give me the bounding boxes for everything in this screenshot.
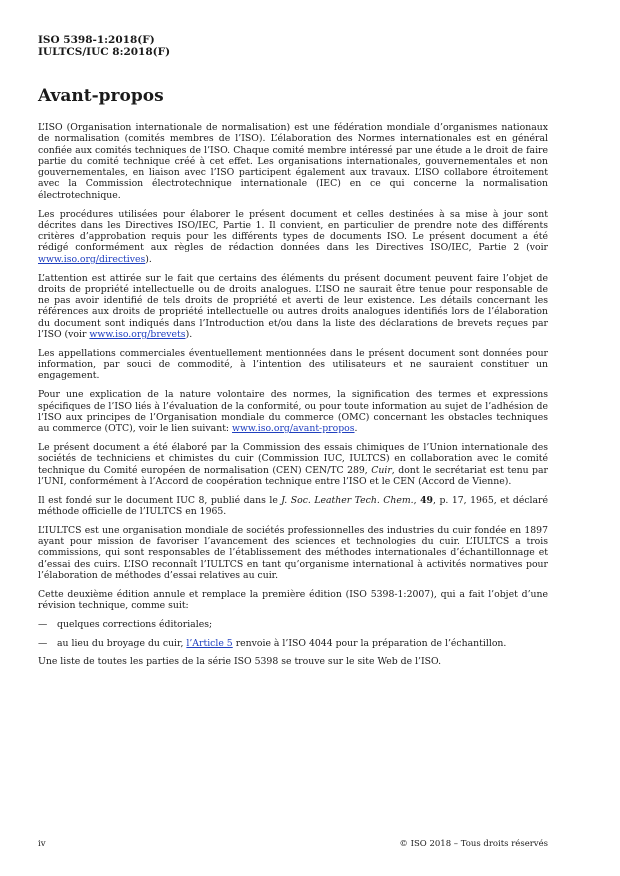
paragraph-based-text-a: Il est fondé sur le document IUC 8, publié dans le <box>38 494 282 506</box>
paragraph-based-text-b: , p. 17, 1965, et déclaré méthode officielle de l’IULTCS en 1965. <box>38 494 548 517</box>
journal-title-italic: J. Soc. Leather Tech. Chem. <box>281 494 414 506</box>
directives-link[interactable]: www.iso.org/directives <box>38 253 146 265</box>
paragraph-iultcs: L’IULTCS est une organisation mondiale de sociétés professionnelles des industries du cuir fondée en 1897 ayant pour mission de favoriser l’avancement des sciences et technologies du cuir. L’IULTCS a trois commissions, qui sont responsables de l’établissement des méthodes internationales d’échantillonnage et d’essai des cuirs. L’ISO reconnaît l’IULTCS en tant qu’organisme international à activités normatives pour l’élaboration de méthodes d’essai relatives au cuir. <box>38 524 548 581</box>
paragraph-edition: Cette deuxième édition annule et remplace la première édition (ISO 5398-1:2007), qui a fait l’objet d’une révision technique, comme suit: <box>38 588 548 611</box>
document-body <box>38 122 548 675</box>
list-item-text <box>57 638 506 649</box>
article-5-link[interactable]: l’Article 5 <box>186 637 233 649</box>
paragraph-prepared-by <box>38 442 548 487</box>
paragraph-prepared-text-a: Le présent document a été élaboré par la Commission des essais chimiques de l’Union internationale des sociétés de techniciens et chimistes du cuir (Commission IUC, IULTCS) en collaboration avec le comité technique du Comité européen de normalisation (CEN) CEN/TC 289, <box>38 441 548 476</box>
page-number: iv <box>38 839 46 849</box>
paragraph-iso-intro: L’ISO (Organisation internationale de normalisation) est une fédération mondiale d’organismes nationaux de normalisation (comités membres de l’ISO). L’élaboration des Normes internationales est en général confiée aux comités techniques de l’ISO. Chaque comité membre intéressé par une étude a le droit de faire partie du comité technique créé à cet effet. Les organisations internationales, gouvernementales et non gouvernementales, en liaison avec l’ISO participent également aux travaux. L’ISO collabore étroitement avec la Commission électrotechnique internationale (IEC) en ce qui concerne la normalisation électrotechnique. <box>38 122 548 201</box>
journal-separator: , <box>413 494 421 506</box>
journal-volume-bold: 49 <box>420 494 434 506</box>
committee-title-italic: Cuir <box>371 464 392 476</box>
paragraph-procedures-text: Les procédures utilisées pour élaborer le présent document et celles destinées à sa mise à jour sont décrites dans les Directives ISO/IEC, Partie 1. Il convient, en particulier de prendre note des différents critères d’approbation requis pour les différents types de documents ISO. Le présent document a été rédigé conformément aux règles de rédaction données dans les Directives ISO/IEC, Partie 2 (voir <box>38 208 548 254</box>
paragraph-prepared-text-b: , dont le secrétariat est tenu par l’UNI, conformément à l’Accord de coopération technique entre l’ISO et le CEN (Accord de Vienne). <box>38 464 548 487</box>
list-item-text: quelques corrections éditoriales; <box>57 618 213 630</box>
list-item-text-a: au lieu du broyage du cuir, <box>57 637 187 649</box>
dash-mark: — <box>38 637 48 649</box>
paragraph-voluntary-text: Pour une explication de la nature volontaire des normes, la signification des termes et expressions spécifiques de l’ISO liés à l’évaluation de la conformité, ou pour toute information au sujet de l’adhésion de l’ISO aux principes de l’Organisation mondiale du commerce (OMC) concernant les obstacles techniques au commerce (OTC), voir le lien suivant: <box>38 389 548 435</box>
paragraph-patents-text: L’attention est attirée sur le fait que certains des éléments du présent document peuvent faire l’objet de droits de propriété intellectuelle ou de droits analogues. L’ISO ne saurait être tenue pour responsable de ne pas avoir identifié de tels droits de propriété et averti de leur existence. Les détails concernant les références aux droits de propriété intellectuelle ou autres droits analogues identifiés lors de l’élaboration du document sont indiqués dans l’Introduction et/ou dans la liste des déclarations de brevets reçues par l’ISO (voir <box>38 272 548 341</box>
patents-link[interactable]: www.iso.org/brevets <box>89 329 186 341</box>
foreword-link[interactable]: www.iso.org/avant-propos <box>232 423 355 435</box>
list-item <box>38 619 548 630</box>
paragraph-voluntary-end: . <box>354 423 358 435</box>
document-header <box>38 34 170 58</box>
dash-mark: — <box>38 618 48 630</box>
copyright-notice: © ISO 2018 – Tous droits réservés <box>399 839 548 849</box>
standard-reference-iultcs: IULTCS/IUC 8:2018(F) <box>38 46 171 58</box>
page-title: Avant-propos <box>38 86 164 106</box>
paragraph-procedures <box>38 209 548 265</box>
list-item-text-b: renvoie à l’ISO 4044 pour la préparation de l’échantillon. <box>232 637 507 649</box>
paragraph-voluntary-nature <box>38 389 548 434</box>
page-footer <box>38 839 548 849</box>
standard-reference-iso: ISO 5398-1:2018(F) <box>38 34 155 46</box>
paragraph-patents <box>38 273 548 341</box>
paragraph-procedures-end: ). <box>145 253 152 265</box>
paragraph-series-list: Une liste de toutes les parties de la série ISO 5398 se trouve sur le site Web de l’ISO. <box>38 656 442 668</box>
paragraph-based-on <box>38 495 548 518</box>
paragraph-trade-names: Les appellations commerciales éventuellement mentionnées dans le présent document sont données pour information, par souci de commodité, à l’intention des utilisateurs et ne sauraient constituer un engagement. <box>38 347 548 382</box>
paragraph-patents-end: ). <box>185 329 193 341</box>
list-item <box>38 638 548 649</box>
